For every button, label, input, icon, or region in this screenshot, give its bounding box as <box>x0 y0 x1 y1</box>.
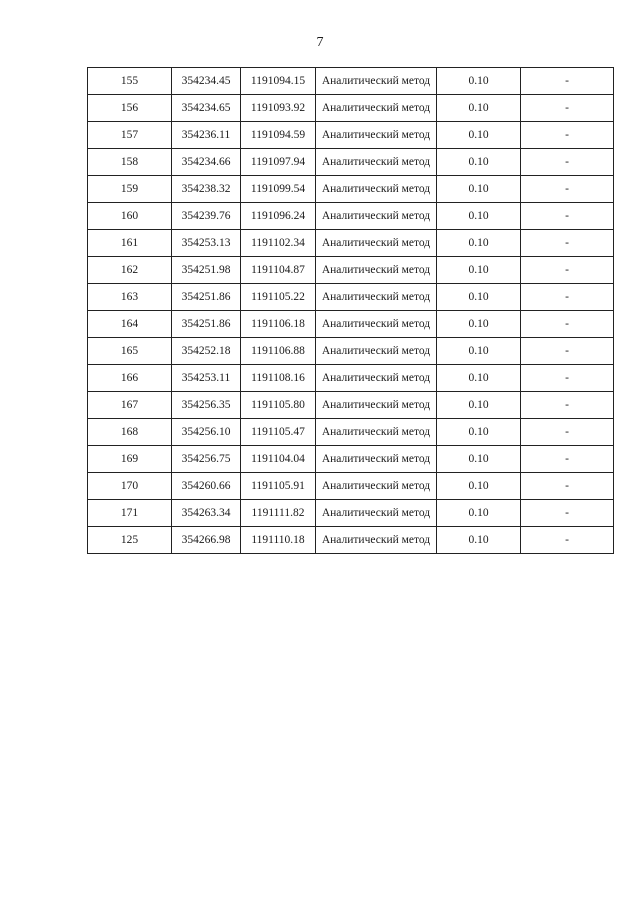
x-coordinate-cell: 354234.65 <box>172 95 241 122</box>
method-cell: Аналитический метод <box>316 473 437 500</box>
point-number-cell: 158 <box>88 149 172 176</box>
method-cell: Аналитический метод <box>316 203 437 230</box>
accuracy-cell: 0.10 <box>437 68 521 95</box>
accuracy-cell: 0.10 <box>437 203 521 230</box>
accuracy-cell: 0.10 <box>437 338 521 365</box>
method-cell: Аналитический метод <box>316 95 437 122</box>
y-coordinate-cell: 1191105.47 <box>241 419 316 446</box>
accuracy-cell: 0.10 <box>437 176 521 203</box>
table-row <box>88 500 614 527</box>
table-row <box>88 311 614 338</box>
note-cell: - <box>521 338 614 365</box>
table-row <box>88 473 614 500</box>
x-coordinate-cell: 354256.35 <box>172 392 241 419</box>
method-cell: Аналитический метод <box>316 284 437 311</box>
note-cell: - <box>521 500 614 527</box>
y-coordinate-cell: 1191106.88 <box>241 338 316 365</box>
table-row <box>88 68 614 95</box>
table-row <box>88 419 614 446</box>
accuracy-cell: 0.10 <box>437 122 521 149</box>
x-coordinate-cell: 354234.45 <box>172 68 241 95</box>
point-number-cell: 155 <box>88 68 172 95</box>
x-coordinate-cell: 354253.13 <box>172 230 241 257</box>
table-row <box>88 527 614 554</box>
accuracy-cell: 0.10 <box>437 230 521 257</box>
method-cell: Аналитический метод <box>316 68 437 95</box>
point-number-cell: 171 <box>88 500 172 527</box>
x-coordinate-cell: 354239.76 <box>172 203 241 230</box>
page-number: 7 <box>316 35 324 50</box>
y-coordinate-cell: 1191108.16 <box>241 365 316 392</box>
table-row <box>88 149 614 176</box>
point-number-cell: 164 <box>88 311 172 338</box>
x-coordinate-cell: 354251.98 <box>172 257 241 284</box>
y-coordinate-cell: 1191102.34 <box>241 230 316 257</box>
x-coordinate-cell: 354256.75 <box>172 446 241 473</box>
point-number-cell: 165 <box>88 338 172 365</box>
method-cell: Аналитический метод <box>316 527 437 554</box>
note-cell: - <box>521 365 614 392</box>
table-row <box>88 122 614 149</box>
note-cell: - <box>521 257 614 284</box>
point-number-cell: 170 <box>88 473 172 500</box>
accuracy-cell: 0.10 <box>437 500 521 527</box>
method-cell: Аналитический метод <box>316 176 437 203</box>
y-coordinate-cell: 1191094.59 <box>241 122 316 149</box>
point-number-cell: 161 <box>88 230 172 257</box>
y-coordinate-cell: 1191111.82 <box>241 500 316 527</box>
x-coordinate-cell: 354253.11 <box>172 365 241 392</box>
point-number-cell: 159 <box>88 176 172 203</box>
y-coordinate-cell: 1191105.80 <box>241 392 316 419</box>
method-cell: Аналитический метод <box>316 311 437 338</box>
point-number-cell: 162 <box>88 257 172 284</box>
point-number-cell: 169 <box>88 446 172 473</box>
coordinates-table-body <box>88 68 614 554</box>
table-row <box>88 95 614 122</box>
accuracy-cell: 0.10 <box>437 149 521 176</box>
x-coordinate-cell: 354266.98 <box>172 527 241 554</box>
accuracy-cell: 0.10 <box>437 473 521 500</box>
accuracy-cell: 0.10 <box>437 419 521 446</box>
method-cell: Аналитический метод <box>316 257 437 284</box>
accuracy-cell: 0.10 <box>437 365 521 392</box>
note-cell: - <box>521 311 614 338</box>
point-number-cell: 160 <box>88 203 172 230</box>
point-number-cell: 168 <box>88 419 172 446</box>
point-number-cell: 163 <box>88 284 172 311</box>
accuracy-cell: 0.10 <box>437 527 521 554</box>
y-coordinate-cell: 1191097.94 <box>241 149 316 176</box>
note-cell: - <box>521 473 614 500</box>
table-row <box>88 338 614 365</box>
x-coordinate-cell: 354252.18 <box>172 338 241 365</box>
y-coordinate-cell: 1191110.18 <box>241 527 316 554</box>
method-cell: Аналитический метод <box>316 446 437 473</box>
point-number-cell: 125 <box>88 527 172 554</box>
method-cell: Аналитический метод <box>316 122 437 149</box>
table-row <box>88 365 614 392</box>
accuracy-cell: 0.10 <box>437 257 521 284</box>
note-cell: - <box>521 527 614 554</box>
accuracy-cell: 0.10 <box>437 284 521 311</box>
point-number-cell: 166 <box>88 365 172 392</box>
method-cell: Аналитический метод <box>316 419 437 446</box>
y-coordinate-cell: 1191106.18 <box>241 311 316 338</box>
x-coordinate-cell: 354256.10 <box>172 419 241 446</box>
note-cell: - <box>521 392 614 419</box>
note-cell: - <box>521 122 614 149</box>
y-coordinate-cell: 1191093.92 <box>241 95 316 122</box>
coordinates-table <box>87 67 614 554</box>
table-row <box>88 284 614 311</box>
method-cell: Аналитический метод <box>316 149 437 176</box>
method-cell: Аналитический метод <box>316 230 437 257</box>
table-row <box>88 230 614 257</box>
y-coordinate-cell: 1191105.22 <box>241 284 316 311</box>
note-cell: - <box>521 446 614 473</box>
point-number-cell: 167 <box>88 392 172 419</box>
note-cell: - <box>521 284 614 311</box>
note-cell: - <box>521 419 614 446</box>
accuracy-cell: 0.10 <box>437 446 521 473</box>
table-row <box>88 392 614 419</box>
method-cell: Аналитический метод <box>316 365 437 392</box>
note-cell: - <box>521 176 614 203</box>
y-coordinate-cell: 1191104.87 <box>241 257 316 284</box>
note-cell: - <box>521 203 614 230</box>
x-coordinate-cell: 354238.32 <box>172 176 241 203</box>
x-coordinate-cell: 354263.34 <box>172 500 241 527</box>
note-cell: - <box>521 95 614 122</box>
table-row <box>88 446 614 473</box>
table-row <box>88 176 614 203</box>
method-cell: Аналитический метод <box>316 500 437 527</box>
note-cell: - <box>521 68 614 95</box>
table-row <box>88 203 614 230</box>
x-coordinate-cell: 354260.66 <box>172 473 241 500</box>
x-coordinate-cell: 354236.11 <box>172 122 241 149</box>
point-number-cell: 156 <box>88 95 172 122</box>
x-coordinate-cell: 354251.86 <box>172 311 241 338</box>
x-coordinate-cell: 354251.86 <box>172 284 241 311</box>
accuracy-cell: 0.10 <box>437 311 521 338</box>
accuracy-cell: 0.10 <box>437 95 521 122</box>
accuracy-cell: 0.10 <box>437 392 521 419</box>
y-coordinate-cell: 1191099.54 <box>241 176 316 203</box>
note-cell: - <box>521 230 614 257</box>
method-cell: Аналитический метод <box>316 338 437 365</box>
point-number-cell: 157 <box>88 122 172 149</box>
y-coordinate-cell: 1191094.15 <box>241 68 316 95</box>
table-row <box>88 257 614 284</box>
y-coordinate-cell: 1191104.04 <box>241 446 316 473</box>
note-cell: - <box>521 149 614 176</box>
method-cell: Аналитический метод <box>316 392 437 419</box>
y-coordinate-cell: 1191105.91 <box>241 473 316 500</box>
x-coordinate-cell: 354234.66 <box>172 149 241 176</box>
y-coordinate-cell: 1191096.24 <box>241 203 316 230</box>
